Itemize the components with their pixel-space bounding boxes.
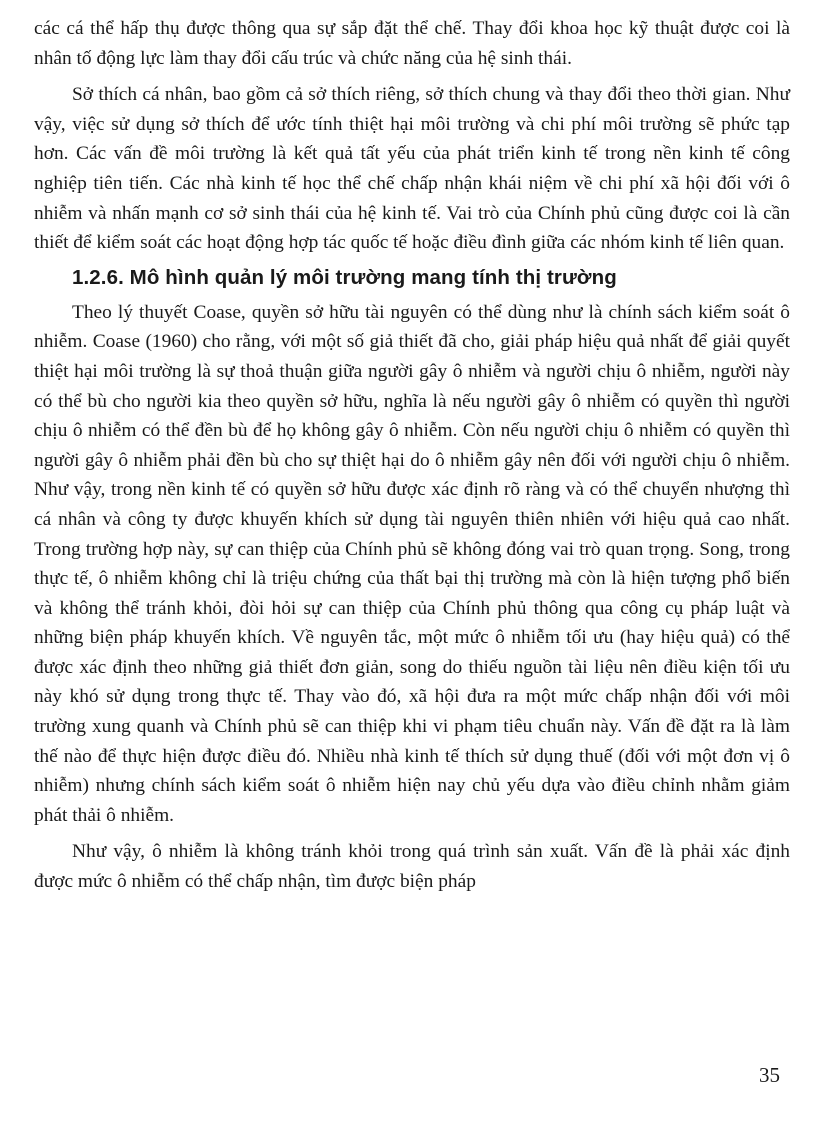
paragraph-continuation: các cá thể hấp thụ được thông qua sự sắp đặt thể chế. Thay đổi khoa học kỹ thuật được coi là nhân tố động lực làm thay đổi cấu trúc và chức năng của hệ sinh thái. xyxy=(34,18,790,69)
paragraph-pollution-conclusion: Như vậy, ô nhiễm là không tránh khỏi trong quá trình sản xuất. Vấn đề là phải xác định được mức ô nhiễm có thể chấp nhận, tìm được biện pháp xyxy=(34,841,790,893)
page-number: 35 xyxy=(759,1063,780,1087)
book-page xyxy=(34,14,790,897)
paragraph-coase-theory: Theo lý thuyết Coase, quyền sở hữu tài nguyên có thể dùng như là chính sách kiểm soát ô nhiễm. Coase (1960) cho rằng, với một số giả thiết đã cho, giải pháp hiệu quả nhất để giải quyết thiệt hại môi trường là sự thoả thuận giữa người gây ô nhiễm và người chịu ô nhiễm, người này có thể bù cho người kia theo quyền sở hữu, nghĩa là nếu người gây ô nhiễm có quyền thì người chịu ô nhiễm có thể đền bù để họ không gây ô nhiễm. Còn nếu người chịu ô nhiễm có quyền thì người gây ô nhiễm phải đền bù cho sự thiệt hại do ô nhiễm gây nên đối với người chịu ô nhiễm. Như vậy, trong nền kinh tế có quyền sở hữu được xác định rõ ràng và có thể chuyển nhượng thì cá nhân và công ty được khuyến khích sử dụng tài nguyên thiên nhiên với hiệu quả cao nhất. Trong trường hợp này, sự can thiệp của Chính phủ sẽ không đóng vai trò quan trọng. Song, trong thực tế, ô nhiễm không chỉ là triệu chứng của thất bại thị trường mà còn là hiện tượng phổ biến và không thể tránh khỏi, đòi hỏi sự can thiệp của Chính phủ thông qua công cụ pháp luật và những biện pháp khuyến khích. Về nguyên tắc, một mức ô nhiễm tối ưu (hay hiệu quả) có thể được xác định theo những giả thiết đơn giản, song do thiếu nguồn tài liệu nên điều kiện tối ưu này khó sử dụng trong thực tế. Thay vào đó, xã hội đưa ra một mức chấp nhận đối với môi trường xung quanh và Chính phủ sẽ can thiệp khi vi phạm tiêu chuẩn này. Vấn đề đặt ra là làm thế nào để thực hiện được điều đó. Nhiều nhà kinh tế thích sử dụng thuế (đối với một đơn vị ô nhiễm) nhưng chính sách kiểm soát ô nhiễm hiện nay chủ yếu dựa vào điều chỉnh nhằm giảm phát thải ô nhiễm. xyxy=(34,301,790,826)
section-heading: 1.2.6. Mô hình quản lý môi trường mang tính thị trường xyxy=(72,265,617,289)
paragraph-preferences: Sở thích cá nhân, bao gồm cả sở thích riêng, sở thích chung và thay đổi theo thời gian. Như vậy, việc sử dụng sở thích để ước tính thiệt hại môi trường và chi phí môi trường sẽ phức tạp hơn. Các vấn đề môi trường là kết quả tất yếu của phát triển kinh tế trong nền kinh tế công nghiệp tiên tiến. Các nhà kinh tế học thể chế chấp nhận khái niệm về chi phí xã hội đối với ô nhiễm và nhấn mạnh cơ sở sinh thái của hệ kinh tế. Vai trò của Chính phủ cũng được coi là cần thiết để kiểm soát các hoạt động hợp tác quốc tế hoặc điều đình giữa các nhóm kinh tế liên quan. xyxy=(34,84,790,254)
